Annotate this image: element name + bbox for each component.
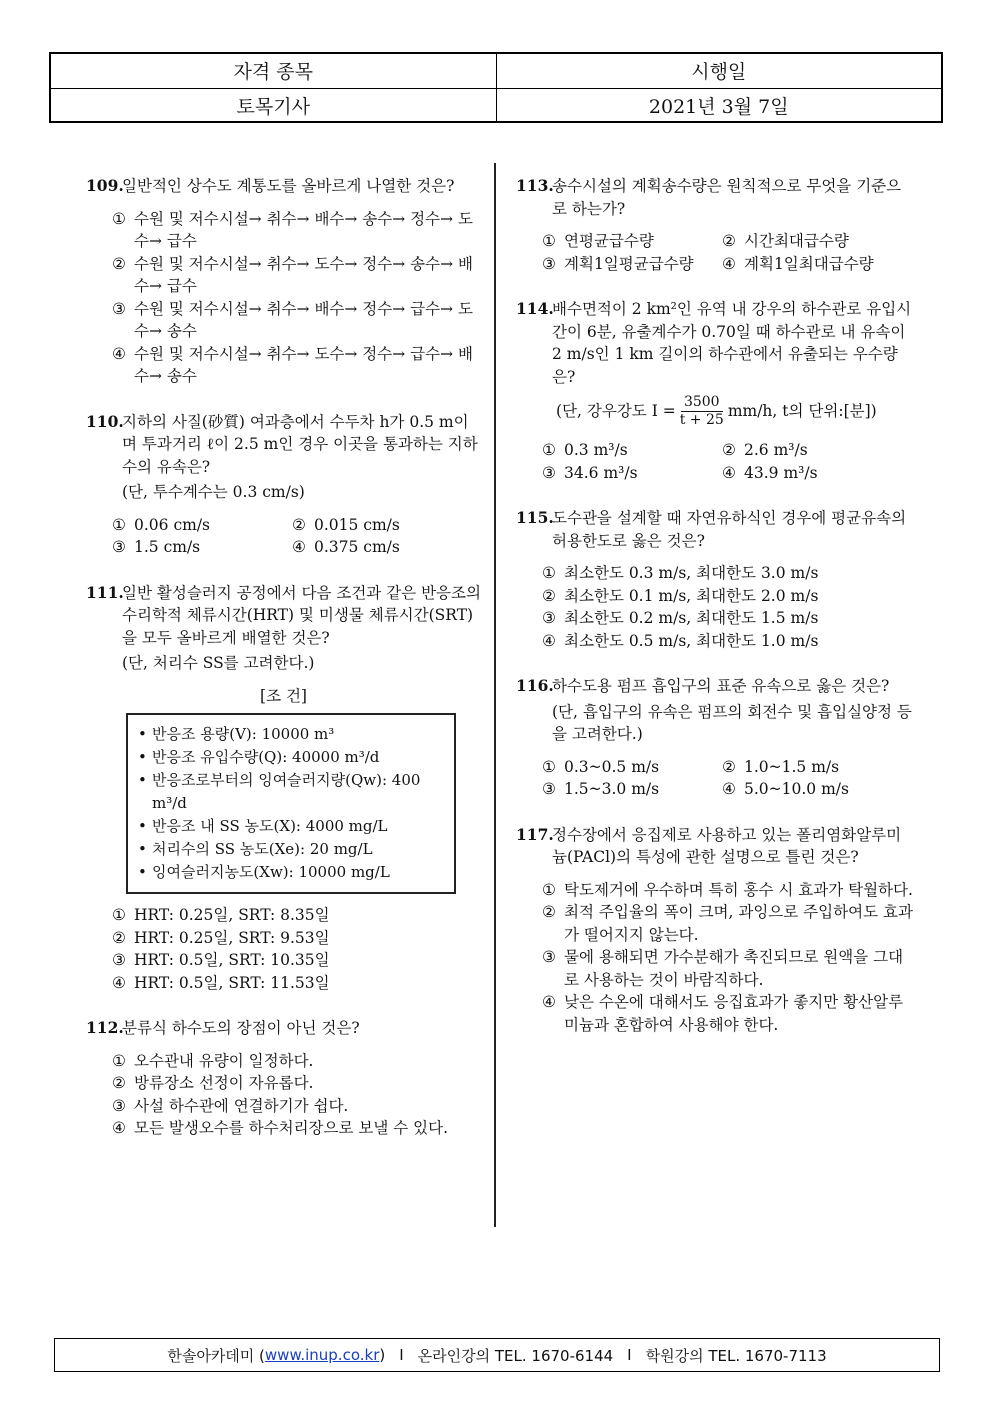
option-marker: ① xyxy=(542,441,556,459)
option-text: 34.6 m³/s xyxy=(564,463,638,482)
question-stem xyxy=(516,675,916,698)
question-note: (단, 처리수 SS를 고려한다.) xyxy=(122,654,315,672)
option-marker: ① xyxy=(542,564,556,582)
header-date-label: 시행일 xyxy=(496,54,942,88)
option-marker: ② xyxy=(542,903,556,921)
option-1 xyxy=(542,562,916,585)
footer-website-link[interactable]: www.inup.co.kr xyxy=(264,1346,380,1364)
option-2 xyxy=(112,927,481,950)
question-number: 113. xyxy=(516,176,554,195)
option-marker: ① xyxy=(542,232,556,250)
condition-item: • 반응조 용량(V): 10000 m³ xyxy=(138,723,444,746)
option-4 xyxy=(112,1117,481,1140)
answer-options xyxy=(86,208,481,388)
answer-options xyxy=(516,562,916,652)
option-marker: ② xyxy=(722,232,736,250)
option-1 xyxy=(112,1050,481,1073)
option-1 xyxy=(542,756,722,779)
question-number: 114. xyxy=(516,299,554,318)
option-text: 모든 발생오수를 하수처리장으로 보낼 수 있다. xyxy=(134,1119,449,1137)
option-4 xyxy=(292,536,472,559)
option-4 xyxy=(112,343,481,388)
option-text: 계획1일최대급수량 xyxy=(744,254,874,273)
option-1 xyxy=(112,514,292,537)
question-stem xyxy=(516,507,916,552)
option-text: 사설 하수관에 연결하기가 쉽다. xyxy=(134,1096,349,1115)
question-114 xyxy=(516,298,916,484)
question-number: 110. xyxy=(86,411,124,431)
option-3 xyxy=(112,298,481,343)
option-2 xyxy=(112,1072,481,1095)
header-label-row xyxy=(51,54,941,88)
option-marker: ③ xyxy=(542,948,556,966)
formula-prefix: (단, 강우강도 I = xyxy=(556,402,676,421)
question-112 xyxy=(86,1017,481,1140)
option-2 xyxy=(542,585,916,608)
option-marker: ④ xyxy=(542,993,556,1011)
option-text: 2.6 m³/s xyxy=(744,441,808,459)
question-stem xyxy=(516,298,916,388)
option-marker: ④ xyxy=(112,1119,126,1137)
option-marker: ② xyxy=(722,757,736,776)
option-marker: ④ xyxy=(722,780,736,798)
option-text: 1.0~1.5 m/s xyxy=(744,757,840,776)
option-marker: ③ xyxy=(542,254,556,273)
answer-options xyxy=(516,439,916,484)
option-text: 1.5 cm/s xyxy=(134,538,201,556)
question-117 xyxy=(516,824,916,1037)
question-116 xyxy=(516,675,916,801)
question-stem xyxy=(86,411,481,479)
left-column xyxy=(86,175,481,1163)
option-text: 최소한도 0.2 m/s, 최대한도 1.5 m/s xyxy=(564,609,819,627)
question-text: 분류식 하수도의 장점이 아닌 것은? xyxy=(122,1019,360,1037)
option-marker: ③ xyxy=(112,1096,126,1115)
option-marker: ④ xyxy=(112,344,126,363)
option-text: 수원 및 저수시설→ 취수→ 도수→ 정수→ 송수→ 배수→ 급수 xyxy=(134,254,473,295)
option-3 xyxy=(112,1095,481,1118)
option-3 xyxy=(542,607,916,630)
header-value-row xyxy=(51,88,941,123)
question-stem xyxy=(516,824,916,869)
right-column xyxy=(516,175,916,1059)
option-text: 0.375 cm/s xyxy=(314,538,400,556)
option-marker: ② xyxy=(292,515,306,534)
question-note: (단, 투수계수는 0.3 cm/s) xyxy=(122,483,305,501)
option-text: 0.015 cm/s xyxy=(314,515,400,534)
question-text: 일반 활성슬러지 공정에서 다음 조건과 같은 반응조의 수리학적 체류시간(HRT) 및 미생물 체류시간(SRT)을 모두 올바르게 배열한 것은? xyxy=(122,583,481,647)
option-text: 연평균급수량 xyxy=(564,232,654,250)
option-text: 물에 용해되면 가수분해가 촉진되므로 원액을 그대로 사용하는 것이 바람직하다. xyxy=(564,948,904,989)
footer-academy-name: 한솔아카데미 ( xyxy=(167,1346,265,1365)
option-marker: ② xyxy=(112,1074,126,1092)
option-marker: ② xyxy=(112,928,126,947)
option-marker: ① xyxy=(112,1051,126,1070)
option-1 xyxy=(542,879,916,902)
option-3 xyxy=(542,253,722,276)
answer-options xyxy=(86,514,481,559)
footer-offline-phone: 학원강의 TEL. 1670-7113 xyxy=(645,1346,827,1365)
option-marker: ③ xyxy=(542,780,556,798)
option-2 xyxy=(542,901,916,946)
fraction-denominator: t + 25 xyxy=(679,412,724,428)
option-marker: ④ xyxy=(112,973,126,992)
option-4 xyxy=(542,991,916,1036)
option-marker: ② xyxy=(112,254,126,273)
option-text: 오수관내 유량이 일정하다. xyxy=(134,1051,314,1070)
footer-online-phone: 온라인강의 TEL. 1670-6144 xyxy=(417,1346,614,1365)
question-text: 배수면적이 2 km²인 유역 내 강우의 하수관로 유입시간이 6분, 유출계수가 0.70일 때 하수관로 내 유속이 2 m/s인 1 km 길이의 하수관에서 유출되는 우수량은? xyxy=(552,300,912,386)
conditions-title: [조 건] xyxy=(260,686,307,705)
option-text: HRT: 0.5일, SRT: 10.35일 xyxy=(134,951,330,969)
option-marker: ③ xyxy=(112,299,126,318)
answer-options xyxy=(516,230,916,275)
option-text: 0.3 m³/s xyxy=(564,441,628,459)
option-text: 낮은 수온에 대해서도 응집효과가 좋지만 황산알루미늄과 혼합하여 사용해야 한다. xyxy=(564,993,904,1034)
rainfall-intensity-formula xyxy=(516,394,916,429)
option-2 xyxy=(112,253,481,298)
fraction-numerator: 3500 xyxy=(681,394,723,412)
question-113 xyxy=(516,175,916,275)
question-stem xyxy=(86,175,481,198)
question-110 xyxy=(86,411,481,559)
option-marker: ③ xyxy=(542,609,556,627)
option-marker: ④ xyxy=(722,463,736,482)
answer-options xyxy=(86,1050,481,1140)
option-text: 방류장소 선정이 자유롭다. xyxy=(134,1074,314,1092)
question-number: 117. xyxy=(516,824,554,844)
formula-suffix: mm/h, t의 단위:[분]) xyxy=(727,402,877,421)
option-2 xyxy=(292,514,472,537)
option-text: 5.0~10.0 m/s xyxy=(744,780,849,798)
answer-options xyxy=(516,756,916,801)
option-marker: ① xyxy=(542,880,556,899)
option-3 xyxy=(542,462,722,485)
option-text: 0.06 cm/s xyxy=(134,515,210,534)
option-text: 최소한도 0.1 m/s, 최대한도 2.0 m/s xyxy=(564,586,819,605)
condition-item: • 반응조로부터의 잉여슬러지량(Qw): 400 m³/d xyxy=(138,769,444,815)
footer-academy-close: ) xyxy=(379,1346,386,1364)
answer-options xyxy=(516,879,916,1037)
option-text: 최적 주입율의 폭이 크며, 과잉으로 주입하여도 효과가 떨어지지 않는다. xyxy=(564,903,913,944)
question-stem xyxy=(86,1017,481,1040)
question-text: 송수시설의 계획송수량은 원칙적으로 무엇을 기준으로 하는가? xyxy=(552,177,902,218)
header-subject-value: 토목기사 xyxy=(236,95,310,118)
option-text: 수원 및 저수시설→ 취수→ 도수→ 정수→ 급수→ 배수→ 송수 xyxy=(134,344,473,385)
condition-item: • 반응조 유입수량(Q): 40000 m³/d xyxy=(138,746,444,769)
question-text: 도수관을 설계할 때 자연유하식인 경우에 평균유속의 허용한도로 옳은 것은? xyxy=(552,509,907,550)
option-4 xyxy=(542,630,916,653)
option-text: HRT: 0.25일, SRT: 9.53일 xyxy=(134,928,330,947)
option-2 xyxy=(722,439,902,462)
question-number: 116. xyxy=(516,676,554,695)
option-2 xyxy=(722,756,902,779)
condition-item: • 처리수의 SS 농도(Xe): 20 mg/L xyxy=(138,838,444,861)
option-marker: ① xyxy=(112,906,126,924)
question-number: 109. xyxy=(86,176,124,195)
option-marker: ① xyxy=(112,209,126,228)
option-text: 수원 및 저수시설→ 취수→ 배수→ 정수→ 급수→ 도수→ 송수 xyxy=(134,299,473,340)
conditions-box xyxy=(126,713,456,894)
question-number: 115. xyxy=(516,508,554,527)
option-text: 최소한도 0.5 m/s, 최대한도 1.0 m/s xyxy=(564,631,819,650)
option-3 xyxy=(542,946,916,991)
question-text: 정수장에서 응집제로 사용하고 있는 폴리염화알루미늄(PACl)의 특성에 관한 설명으로 틀린 것은? xyxy=(552,825,902,866)
option-3 xyxy=(112,949,481,972)
footer-separator: I xyxy=(627,1346,632,1364)
question-note: (단, 흡입구의 유속은 펌프의 회전수 및 흡입실양정 등을 고려한다.) xyxy=(552,702,912,743)
option-marker: ① xyxy=(112,515,126,534)
option-marker: ③ xyxy=(542,463,556,482)
option-marker: ② xyxy=(722,441,736,459)
option-marker: ④ xyxy=(542,631,556,650)
option-marker: ① xyxy=(542,757,556,776)
option-text: HRT: 0.5일, SRT: 11.53일 xyxy=(134,973,330,992)
option-3 xyxy=(112,536,292,559)
option-marker: ④ xyxy=(292,538,306,556)
question-stem xyxy=(516,175,916,220)
option-text: 탁도제거에 우수하며 특히 홍수 시 효과가 탁월하다. xyxy=(564,880,913,899)
option-marker: ④ xyxy=(722,254,736,273)
option-text: 수원 및 저수시설→ 취수→ 배수→ 송수→ 정수→ 도수→ 급수 xyxy=(134,209,473,250)
condition-item: • 잉여슬러지농도(Xw): 10000 mg/L xyxy=(138,861,444,884)
option-text: 43.9 m³/s xyxy=(744,463,818,482)
option-4 xyxy=(722,253,902,276)
condition-item: • 반응조 내 SS 농도(X): 4000 mg/L xyxy=(138,815,444,838)
option-4 xyxy=(722,462,902,485)
header-subject-label: 자격 종목 xyxy=(233,61,313,84)
option-1 xyxy=(112,904,481,927)
question-number: 111. xyxy=(86,582,124,602)
option-marker: ③ xyxy=(112,951,126,969)
question-text: 일반적인 상수도 계통도를 올바르게 나열한 것은? xyxy=(122,177,455,195)
question-115 xyxy=(516,507,916,652)
question-stem xyxy=(86,582,481,650)
option-text: 0.3~0.5 m/s xyxy=(564,757,660,776)
column-divider xyxy=(494,163,496,1227)
page-footer xyxy=(54,1338,940,1372)
option-text: 계획1일평균급수량 xyxy=(564,254,694,273)
answer-options xyxy=(86,904,481,994)
exam-header-table xyxy=(49,52,943,123)
option-marker: ② xyxy=(542,586,556,605)
option-1 xyxy=(542,230,722,253)
option-text: 최소한도 0.3 m/s, 최대한도 3.0 m/s xyxy=(564,564,819,582)
option-4 xyxy=(722,778,902,801)
formula-fraction xyxy=(680,394,724,429)
question-text: 하수도용 펌프 흡입구의 표준 유속으로 옳은 것은? xyxy=(552,677,890,695)
option-1 xyxy=(112,208,481,253)
option-4 xyxy=(112,972,481,995)
option-3 xyxy=(542,778,722,801)
option-text: HRT: 0.25일, SRT: 8.35일 xyxy=(134,906,330,924)
option-marker: ③ xyxy=(112,538,126,556)
question-text: 지하의 사질(砂質) 여과층에서 수두차 h가 0.5 m이며 투과거리 ℓ이 2.5 m인 경우 이곳을 통과하는 지하수의 유속은? xyxy=(122,412,478,476)
option-2 xyxy=(722,230,902,253)
footer-separator: I xyxy=(399,1346,404,1364)
question-number: 112. xyxy=(86,1018,124,1037)
header-date-value: 2021년 3월 7일 xyxy=(496,89,942,123)
question-109 xyxy=(86,175,481,388)
option-1 xyxy=(542,439,722,462)
option-text: 시간최대급수량 xyxy=(744,232,849,250)
option-text: 1.5~3.0 m/s xyxy=(564,780,660,798)
question-111 xyxy=(86,582,481,995)
